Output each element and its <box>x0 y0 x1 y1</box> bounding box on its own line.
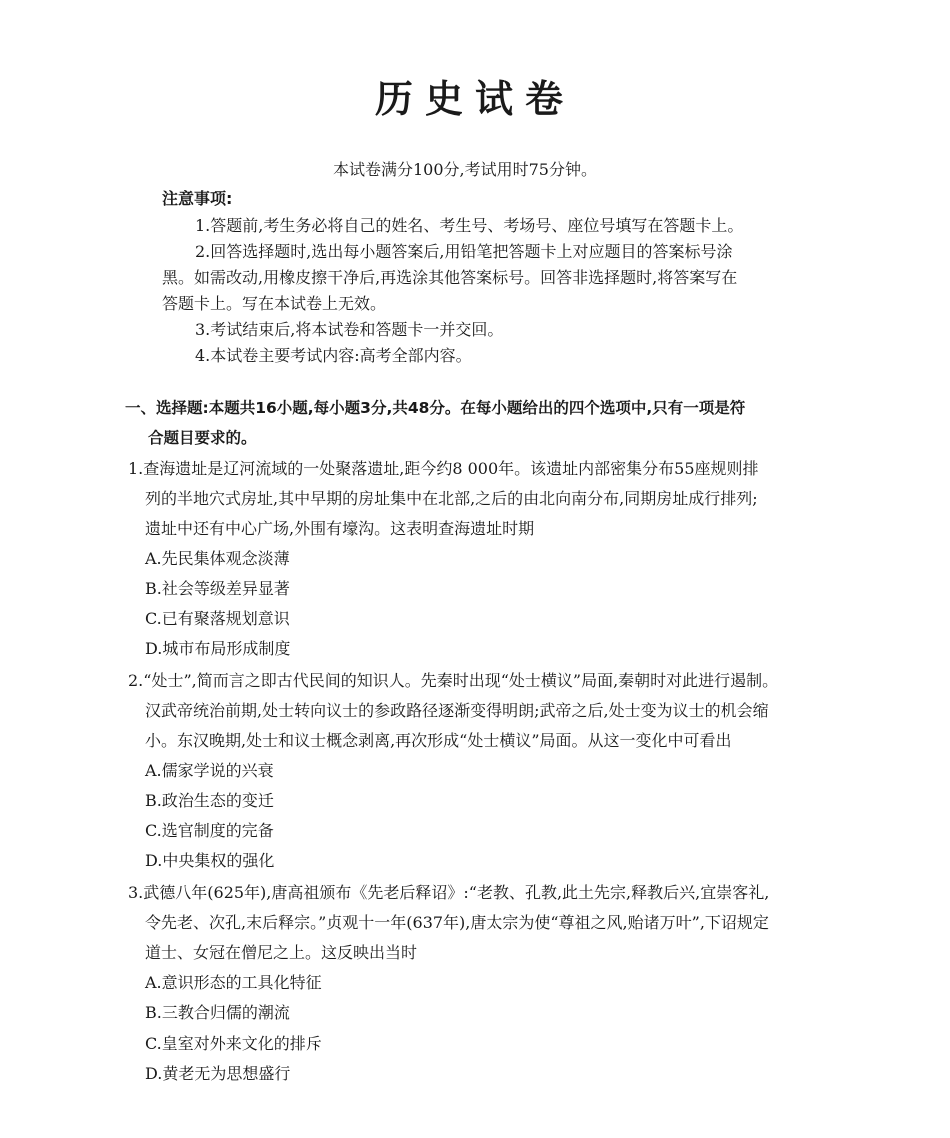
question-2-option-a: A.儒家学说的兴衰 <box>145 761 274 780</box>
notice-line: 答题卡上。写在本试卷上无效。 <box>162 294 387 313</box>
section-heading: 一、选择题:本题共16小题,每小题3分,共48分。在每小题给出的四个选项中,只有一项是符 <box>125 399 746 417</box>
question-2-option-c: C.选官制度的完备 <box>145 821 274 840</box>
question-2-option-b: B.政治生态的变迁 <box>145 791 274 810</box>
question-3-option-b: B.三教合归儒的潮流 <box>145 1003 290 1022</box>
question-3-option-a: A.意识形态的工具化特征 <box>145 973 322 992</box>
notice-line: 3.考试结束后,将本试卷和答题卡一并交回。 <box>195 320 504 339</box>
exam-intro: 本试卷满分100分,考试用时75分钟。 <box>333 160 597 179</box>
question-1-option-d: D.城市布局形成制度 <box>145 639 291 658</box>
notice-line: 黑。如需改动,用橡皮擦干净后,再选涂其他答案标号。回答非选择题时,将答案写在 <box>162 268 738 287</box>
question-1-stem: 遗址中还有中心广场,外围有壕沟。这表明查海遗址时期 <box>145 519 535 538</box>
question-1-option-c: C.已有聚落规划意识 <box>145 609 290 628</box>
question-1-stem: 1.查海遗址是辽河流域的一处聚落遗址,距今约8 000年。该遗址内部密集分布55座规则排 <box>128 459 759 478</box>
question-2-option-d: D.中央集权的强化 <box>145 851 275 870</box>
question-1-option-b: B.社会等级差异显著 <box>145 579 290 598</box>
question-3-stem: 令先老、次孔,末后释宗。”贞观十一年(637年),唐太宗为使“尊祖之风,贻诸万叶”,下诏规定 <box>145 913 769 932</box>
question-3-option-d: D.黄老无为思想盛行 <box>145 1064 291 1083</box>
question-2-stem: 小。东汉晚期,处士和议士概念剥离,再次形成“处士横议”局面。从这一变化中可看出 <box>145 731 732 750</box>
question-3-stem: 道士、女冠在僧尼之上。这反映出当时 <box>145 943 418 962</box>
notice-line: 1.答题前,考生务必将自己的姓名、考生号、考场号、座位号填写在答题卡上。 <box>195 216 744 235</box>
question-1-option-a: A.先民集体观念淡薄 <box>145 549 290 568</box>
notice-heading: 注意事项: <box>162 189 233 208</box>
question-2-stem: 汉武帝统治前期,处士转向议士的参政路径逐渐变得明朗;武帝之后,处士变为议士的机会缩 <box>145 701 769 720</box>
notice-line: 4.本试卷主要考试内容:高考全部内容。 <box>195 346 472 365</box>
exam-title: 历史试卷 <box>374 77 575 121</box>
section-heading-continued: 合题目要求的。 <box>148 429 257 447</box>
question-2-stem: 2.“处士”,简而言之即古代民间的知识人。先秦时出现“处士横议”局面,秦朝时对此进行遏制。 <box>128 671 779 690</box>
question-3-stem: 3.武德八年(625年),唐高祖颁布《先老后释诏》:“老教、孔教,此土先宗,释教后兴,宜崇客礼, <box>128 883 770 902</box>
question-3-option-c: C.皇室对外来文化的排斥 <box>145 1034 322 1053</box>
notice-line: 2.回答选择题时,选出每小题答案后,用铅笔把答题卡上对应题目的答案标号涂 <box>195 242 733 261</box>
question-1-stem: 列的半地穴式房址,其中早期的房址集中在北部,之后的由北向南分布,同期房址成行排列; <box>145 489 758 508</box>
